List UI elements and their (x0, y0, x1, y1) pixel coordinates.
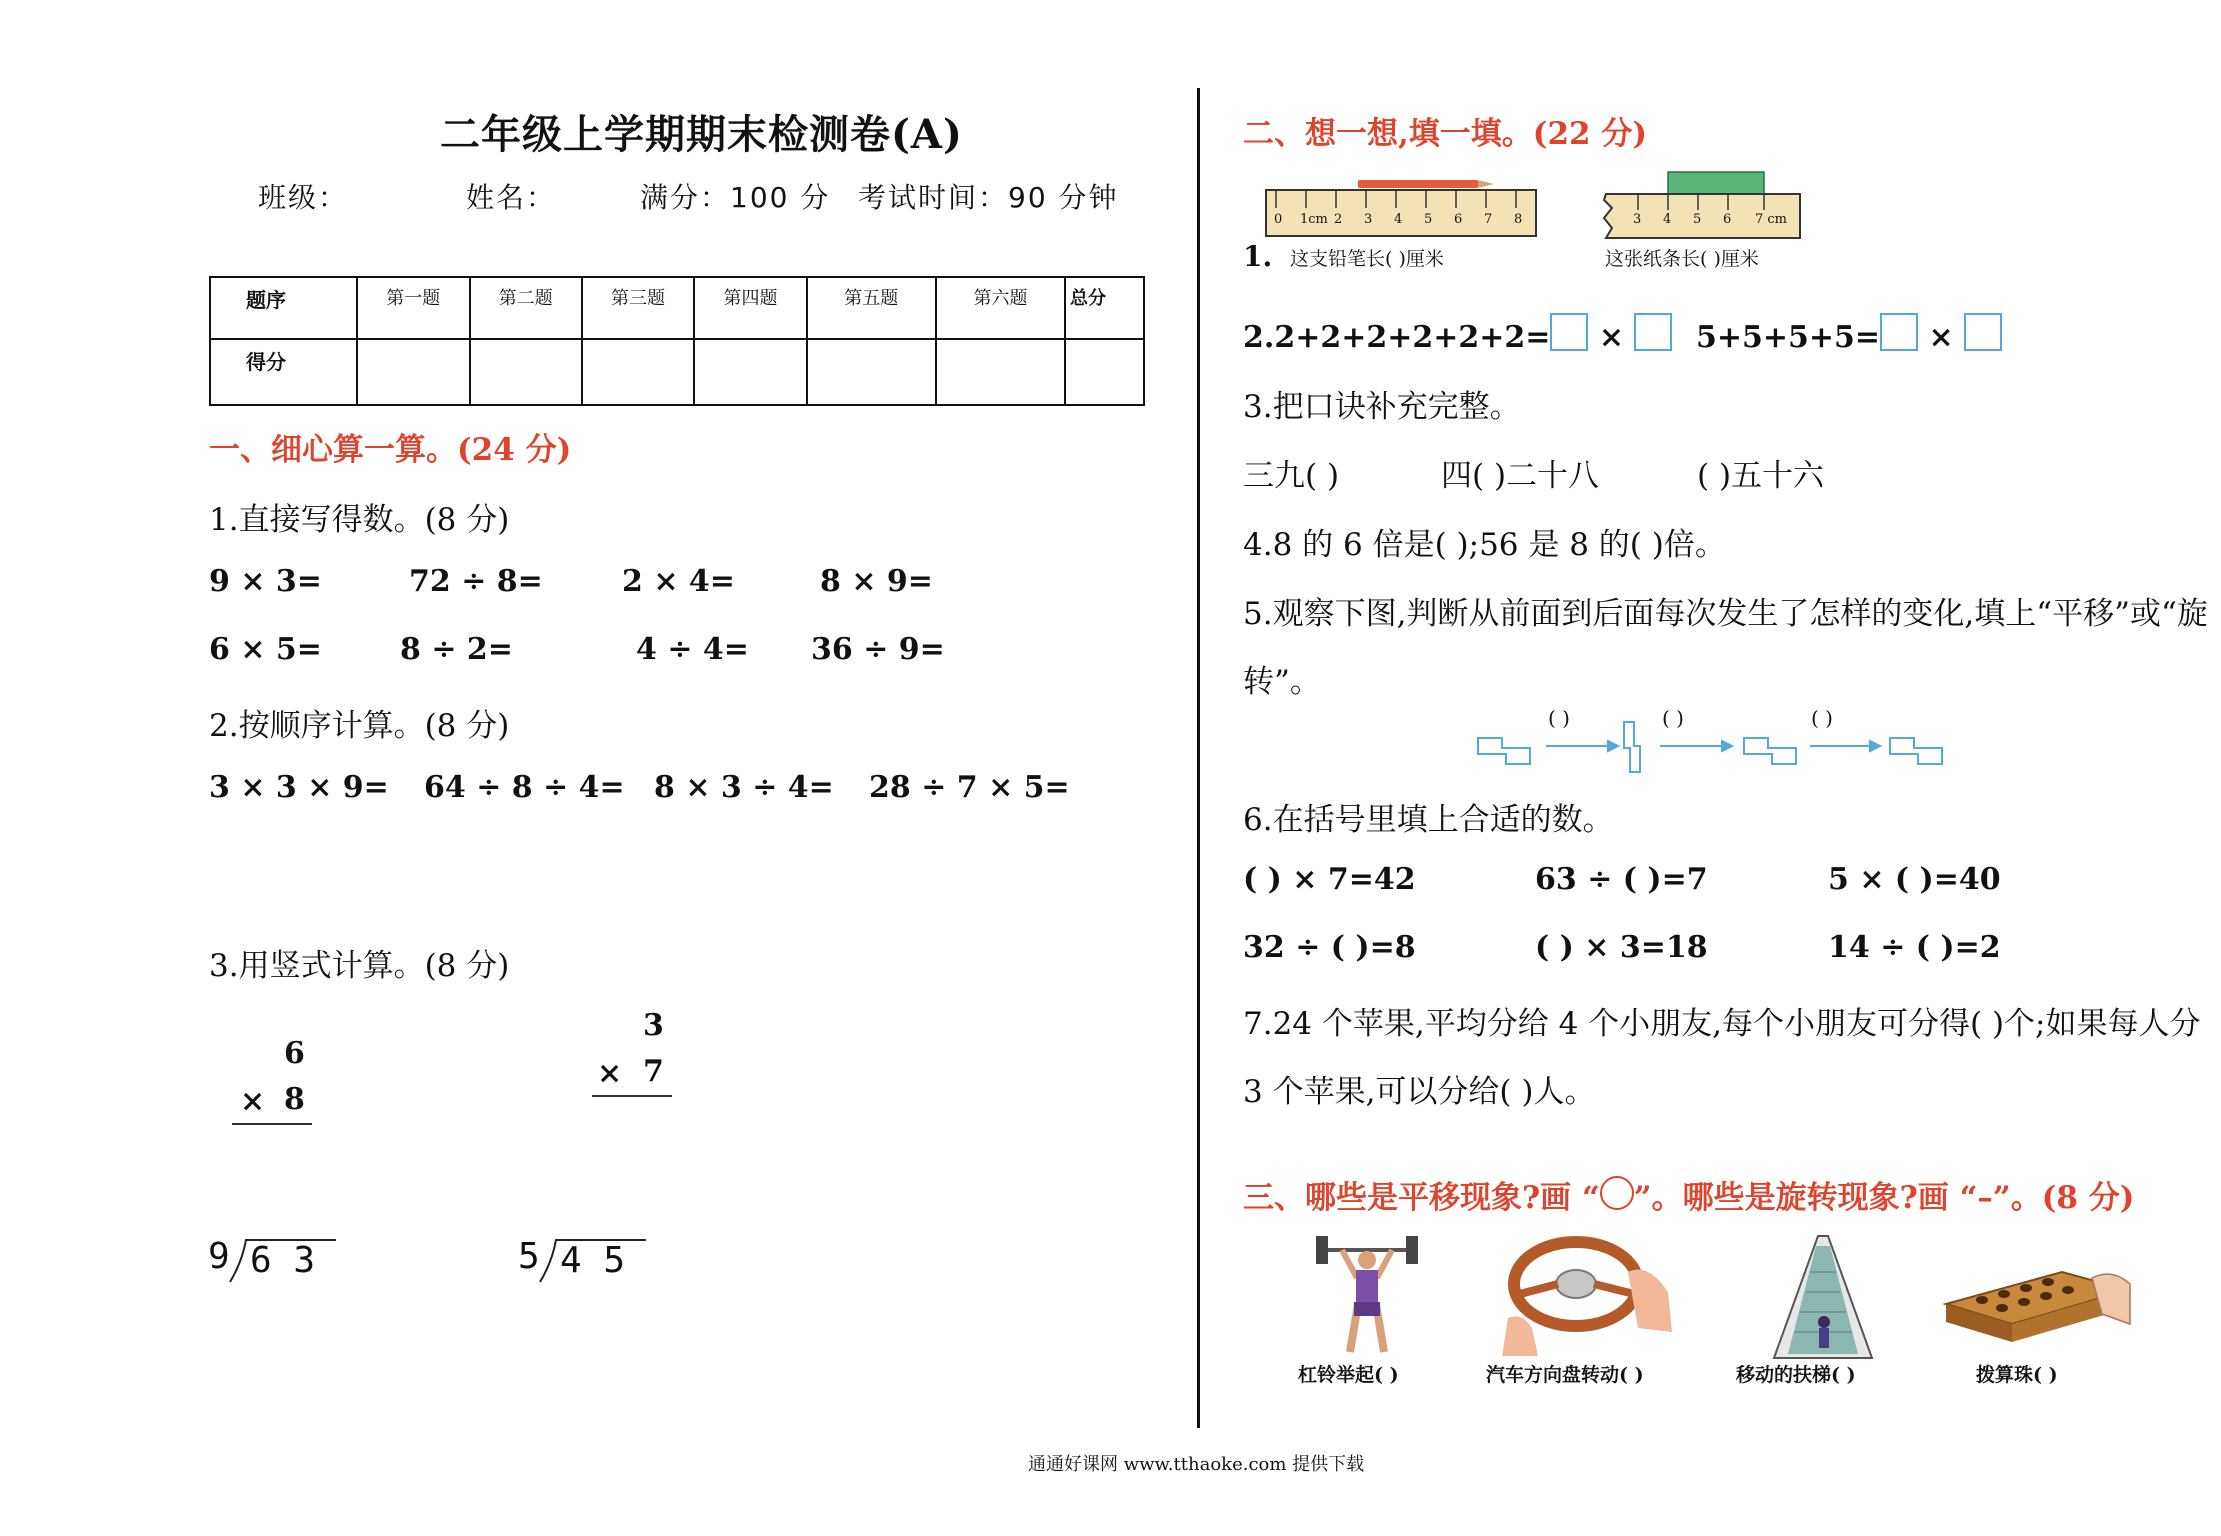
vertical-calc-line (592, 1095, 672, 1097)
multiply-sign: × (597, 1056, 623, 1091)
calc-item: 72 ÷ 8= (409, 564, 543, 599)
table-header-cell: 第四题 (694, 277, 806, 339)
ruler-tick: 4 (1663, 212, 1672, 227)
calc-item: 8 ÷ 2= (400, 632, 513, 667)
q3-title: 3.把口诀补充完整。 (1243, 389, 1521, 425)
weightlifter-image (1312, 1228, 1422, 1358)
steering-wheel-image (1498, 1232, 1678, 1362)
vertical-top-digit: 3 (643, 1008, 664, 1043)
ruler-tick: 5 (1424, 212, 1433, 227)
table-row-label: 得分 (210, 339, 357, 405)
dividend: 6 3 (250, 1240, 316, 1281)
fill-item: 14 ÷ ( )=2 (1828, 930, 2001, 965)
mnemonic-item: 三九( ) (1243, 458, 1340, 494)
ruler-tick: 2 (1334, 212, 1343, 227)
answer-box[interactable] (1964, 313, 2002, 351)
part3-heading-a: 三、哪些是平移现象?画 “ (1243, 1180, 1600, 1216)
calc-item: 36 ÷ 9= (811, 632, 945, 667)
q4-text: 4.8 的 6 倍是( );56 是 8 的( )倍。 (1243, 527, 1726, 563)
fill-item: ( ) × 7=42 (1243, 862, 1416, 897)
times-sign: × (1598, 320, 1624, 355)
mnemonic-item: 四( )二十八 (1441, 458, 1600, 494)
q7-line1: 7.24 个苹果,平均分给 4 个小朋友,每个小朋友可分得( )个;如果每人分 (1243, 1006, 2201, 1042)
ruler-with-pencil (1262, 178, 1540, 240)
calc-item: 8 × 9= (820, 564, 933, 599)
score-cell[interactable] (582, 339, 694, 405)
q5-blank[interactable]: ( ) (1811, 706, 1833, 730)
q2-right-text: 5+5+5+5= (1696, 320, 1881, 355)
part3-heading (1243, 1172, 2134, 1217)
ruler-tick: 7 (1484, 212, 1493, 227)
score-cell[interactable] (357, 339, 469, 405)
table-header-cell: 题序 (210, 277, 357, 339)
answer-box[interactable] (1634, 313, 1672, 351)
fill-item: 63 ÷ ( )=7 (1535, 862, 1708, 897)
calc-item: 9 × 3= (209, 564, 322, 599)
ruler-tick: 5 (1693, 212, 1702, 227)
q2-title: 2.按顺序计算。(8 分) (209, 708, 510, 744)
ruler-tick: 8 (1514, 212, 1523, 227)
part2-heading: 二、想一想,填一填。(22 分) (1243, 116, 1648, 152)
q5-blank[interactable]: ( ) (1662, 706, 1684, 730)
answer-box[interactable] (1880, 313, 1918, 351)
table-header-cell: 第二题 (470, 277, 582, 339)
image-caption: 拨算珠( ) (1976, 1364, 2058, 1386)
times-sign: × (1928, 320, 1954, 355)
calc-item: 3 × 3 × 9= (209, 770, 389, 805)
name-label: 姓名： (466, 181, 557, 214)
q5-blank[interactable]: ( ) (1548, 706, 1570, 730)
ruler-tick: 4 (1394, 212, 1403, 227)
calc-item: 6 × 5= (209, 632, 322, 667)
divisor: 5 (518, 1236, 540, 1277)
ruler-tick: 6 (1454, 212, 1463, 227)
table-header-cell: 第六题 (936, 277, 1065, 339)
multiply-sign: × (240, 1084, 266, 1119)
page-title: 二年级上学期期末检测卷(A) (440, 111, 963, 158)
ruler-tick: 7 cm (1755, 212, 1788, 227)
score-cell[interactable] (470, 339, 582, 405)
ruler-tick: 1cm (1300, 212, 1328, 227)
q3-title: 3.用竖式计算。(8 分) (209, 948, 510, 984)
table-header-cell: 第五题 (807, 277, 936, 339)
abacus-image (1942, 1264, 2132, 1354)
image-caption: 汽车方向盘转动( ) (1486, 1364, 1644, 1386)
q5-line1: 5.观察下图,判断从前面到后面每次发生了怎样的变化,填上“平移”或“旋 (1243, 596, 2208, 632)
part1-heading: 一、细心算一算。(24 分) (209, 432, 572, 468)
q2-left-expression (1243, 313, 1672, 355)
full-score: 满分：100 分 (640, 181, 831, 214)
calc-item: 4 ÷ 4= (636, 632, 749, 667)
q1-number: 1. (1243, 240, 1273, 273)
divisor: 9 (208, 1236, 230, 1277)
fill-item: ( ) × 3=18 (1535, 930, 1708, 965)
ruler-tick: 3 (1364, 212, 1373, 227)
class-label: 班级： (258, 181, 349, 214)
image-caption: 移动的扶梯( ) (1736, 1364, 1856, 1386)
table-header-cell: 第三题 (582, 277, 694, 339)
fill-item: 5 × ( )=40 (1828, 862, 2001, 897)
vertical-bottom-digit: 7 (643, 1054, 664, 1089)
score-cell[interactable] (807, 339, 936, 405)
calc-item: 2 × 4= (622, 564, 735, 599)
vertical-bottom-digit: 8 (284, 1082, 305, 1117)
circle-symbol (1600, 1176, 1634, 1210)
q5-line2: 转”。 (1243, 664, 1321, 700)
q7-line2: 3 个苹果,可以分给( )人。 (1243, 1074, 1596, 1110)
ruler-tick: 3 (1633, 212, 1642, 227)
ruler-tick: 0 (1274, 212, 1283, 227)
strip-caption: 这张纸条长( )厘米 (1605, 248, 1759, 270)
page-footer: 通通好课网 www.tthaoke.com 提供下载 (1028, 1454, 1365, 1475)
q2-left-text: 2.2+2+2+2+2+2= (1243, 320, 1551, 355)
column-divider (1197, 88, 1200, 1428)
vertical-top-digit: 6 (284, 1036, 305, 1071)
calc-item: 64 ÷ 8 ÷ 4= (424, 770, 625, 805)
dividend: 4 5 (560, 1240, 626, 1281)
q6-title: 6.在括号里填上合适的数。 (1243, 802, 1614, 838)
image-caption: 杠铃举起( ) (1298, 1364, 1399, 1386)
score-cell[interactable] (936, 339, 1065, 405)
calc-item: 28 ÷ 7 × 5= (869, 770, 1070, 805)
mnemonic-item: ( )五十六 (1697, 458, 1825, 494)
score-cell[interactable] (694, 339, 806, 405)
part3-heading-b: ”。哪些是旋转现象?画 “–”。(8 分) (1633, 1180, 2135, 1216)
q1-title: 1.直接写得数。(8 分) (209, 502, 510, 538)
transform-shapes-diagram (1474, 708, 1954, 774)
exam-time: 考试时间：90 分钟 (858, 181, 1119, 214)
escalator-image (1768, 1232, 1878, 1362)
score-cell[interactable] (1065, 339, 1144, 405)
answer-box[interactable] (1550, 313, 1588, 351)
q2-right-expression (1696, 313, 2002, 355)
fill-item: 32 ÷ ( )=8 (1243, 930, 1416, 965)
ruler-tick: 6 (1723, 212, 1732, 227)
table-header-cell: 第一题 (357, 277, 469, 339)
ruler-with-strip (1600, 170, 1804, 240)
pencil-caption: 这支铅笔长( )厘米 (1290, 248, 1444, 270)
score-table (209, 276, 1145, 406)
calc-item: 8 × 3 ÷ 4= (654, 770, 834, 805)
table-header-cell: 总分 (1065, 277, 1144, 339)
vertical-calc-line (232, 1123, 312, 1125)
